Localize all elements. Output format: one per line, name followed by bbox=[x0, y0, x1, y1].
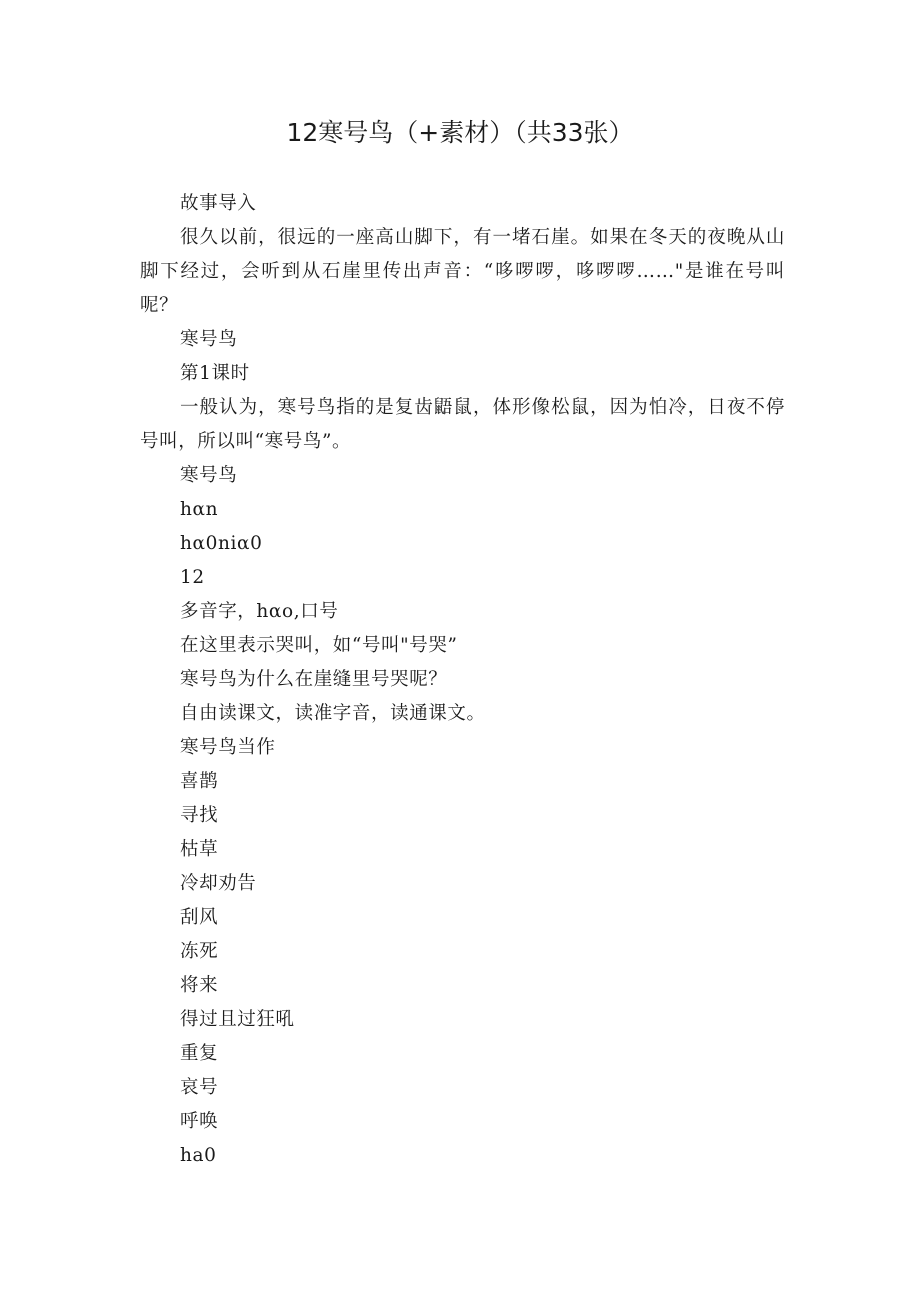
paragraph: 喜鹊 bbox=[180, 771, 219, 792]
document-title: 12寒号鸟（+素材）（共33张） bbox=[286, 118, 634, 147]
paragraph: 重复 bbox=[180, 1043, 219, 1064]
paragraph: hα0niα0 bbox=[180, 533, 263, 554]
paragraph: 枯草 bbox=[180, 839, 219, 860]
paragraph: 得过且过狂吼 bbox=[180, 1009, 295, 1030]
paragraph: 自由读课文，读准字音，读通课文。 bbox=[180, 703, 486, 724]
paragraph: 呼唤 bbox=[180, 1111, 219, 1132]
paragraph: 将来 bbox=[180, 975, 219, 996]
paragraph: 刮风 bbox=[180, 907, 219, 928]
document-body bbox=[140, 187, 785, 1173]
paragraph: 冷却劝告 bbox=[180, 873, 257, 894]
paragraph: 多音字，hαo,口号 bbox=[180, 601, 339, 622]
paragraph: 冻死 bbox=[180, 941, 219, 962]
paragraph: 第1课时 bbox=[180, 363, 250, 384]
paragraph: 寒号鸟为什么在崖缝里号哭呢？ bbox=[180, 669, 448, 690]
paragraph: 故事导入 bbox=[180, 193, 257, 214]
paragraph: 寒号鸟 bbox=[180, 329, 238, 350]
paragraph: 很久以前，很远的一座高山脚下，有一堵石崖。如果在冬天的夜晚从山脚下经过，会听到从石崖里传出声音：“哆啰啰，哆啰啰……"是谁在号叫呢？ bbox=[140, 227, 785, 316]
paragraph: 在这里表示哭叫，如“号叫"号哭” bbox=[180, 635, 458, 656]
paragraph: hαn bbox=[180, 499, 219, 520]
paragraph: ha0 bbox=[180, 1145, 217, 1166]
paragraph: 哀号 bbox=[180, 1077, 219, 1098]
paragraph: 12 bbox=[180, 567, 205, 588]
paragraph: 寻找 bbox=[180, 805, 219, 826]
paragraph: 寒号鸟当作 bbox=[180, 737, 276, 758]
paragraph: 寒号鸟 bbox=[180, 465, 238, 486]
paragraph: 一般认为，寒号鸟指的是复齿鼯鼠，体形像松鼠，因为怕冷，日夜不停号叫，所以叫“寒号鸟”。 bbox=[140, 397, 785, 452]
